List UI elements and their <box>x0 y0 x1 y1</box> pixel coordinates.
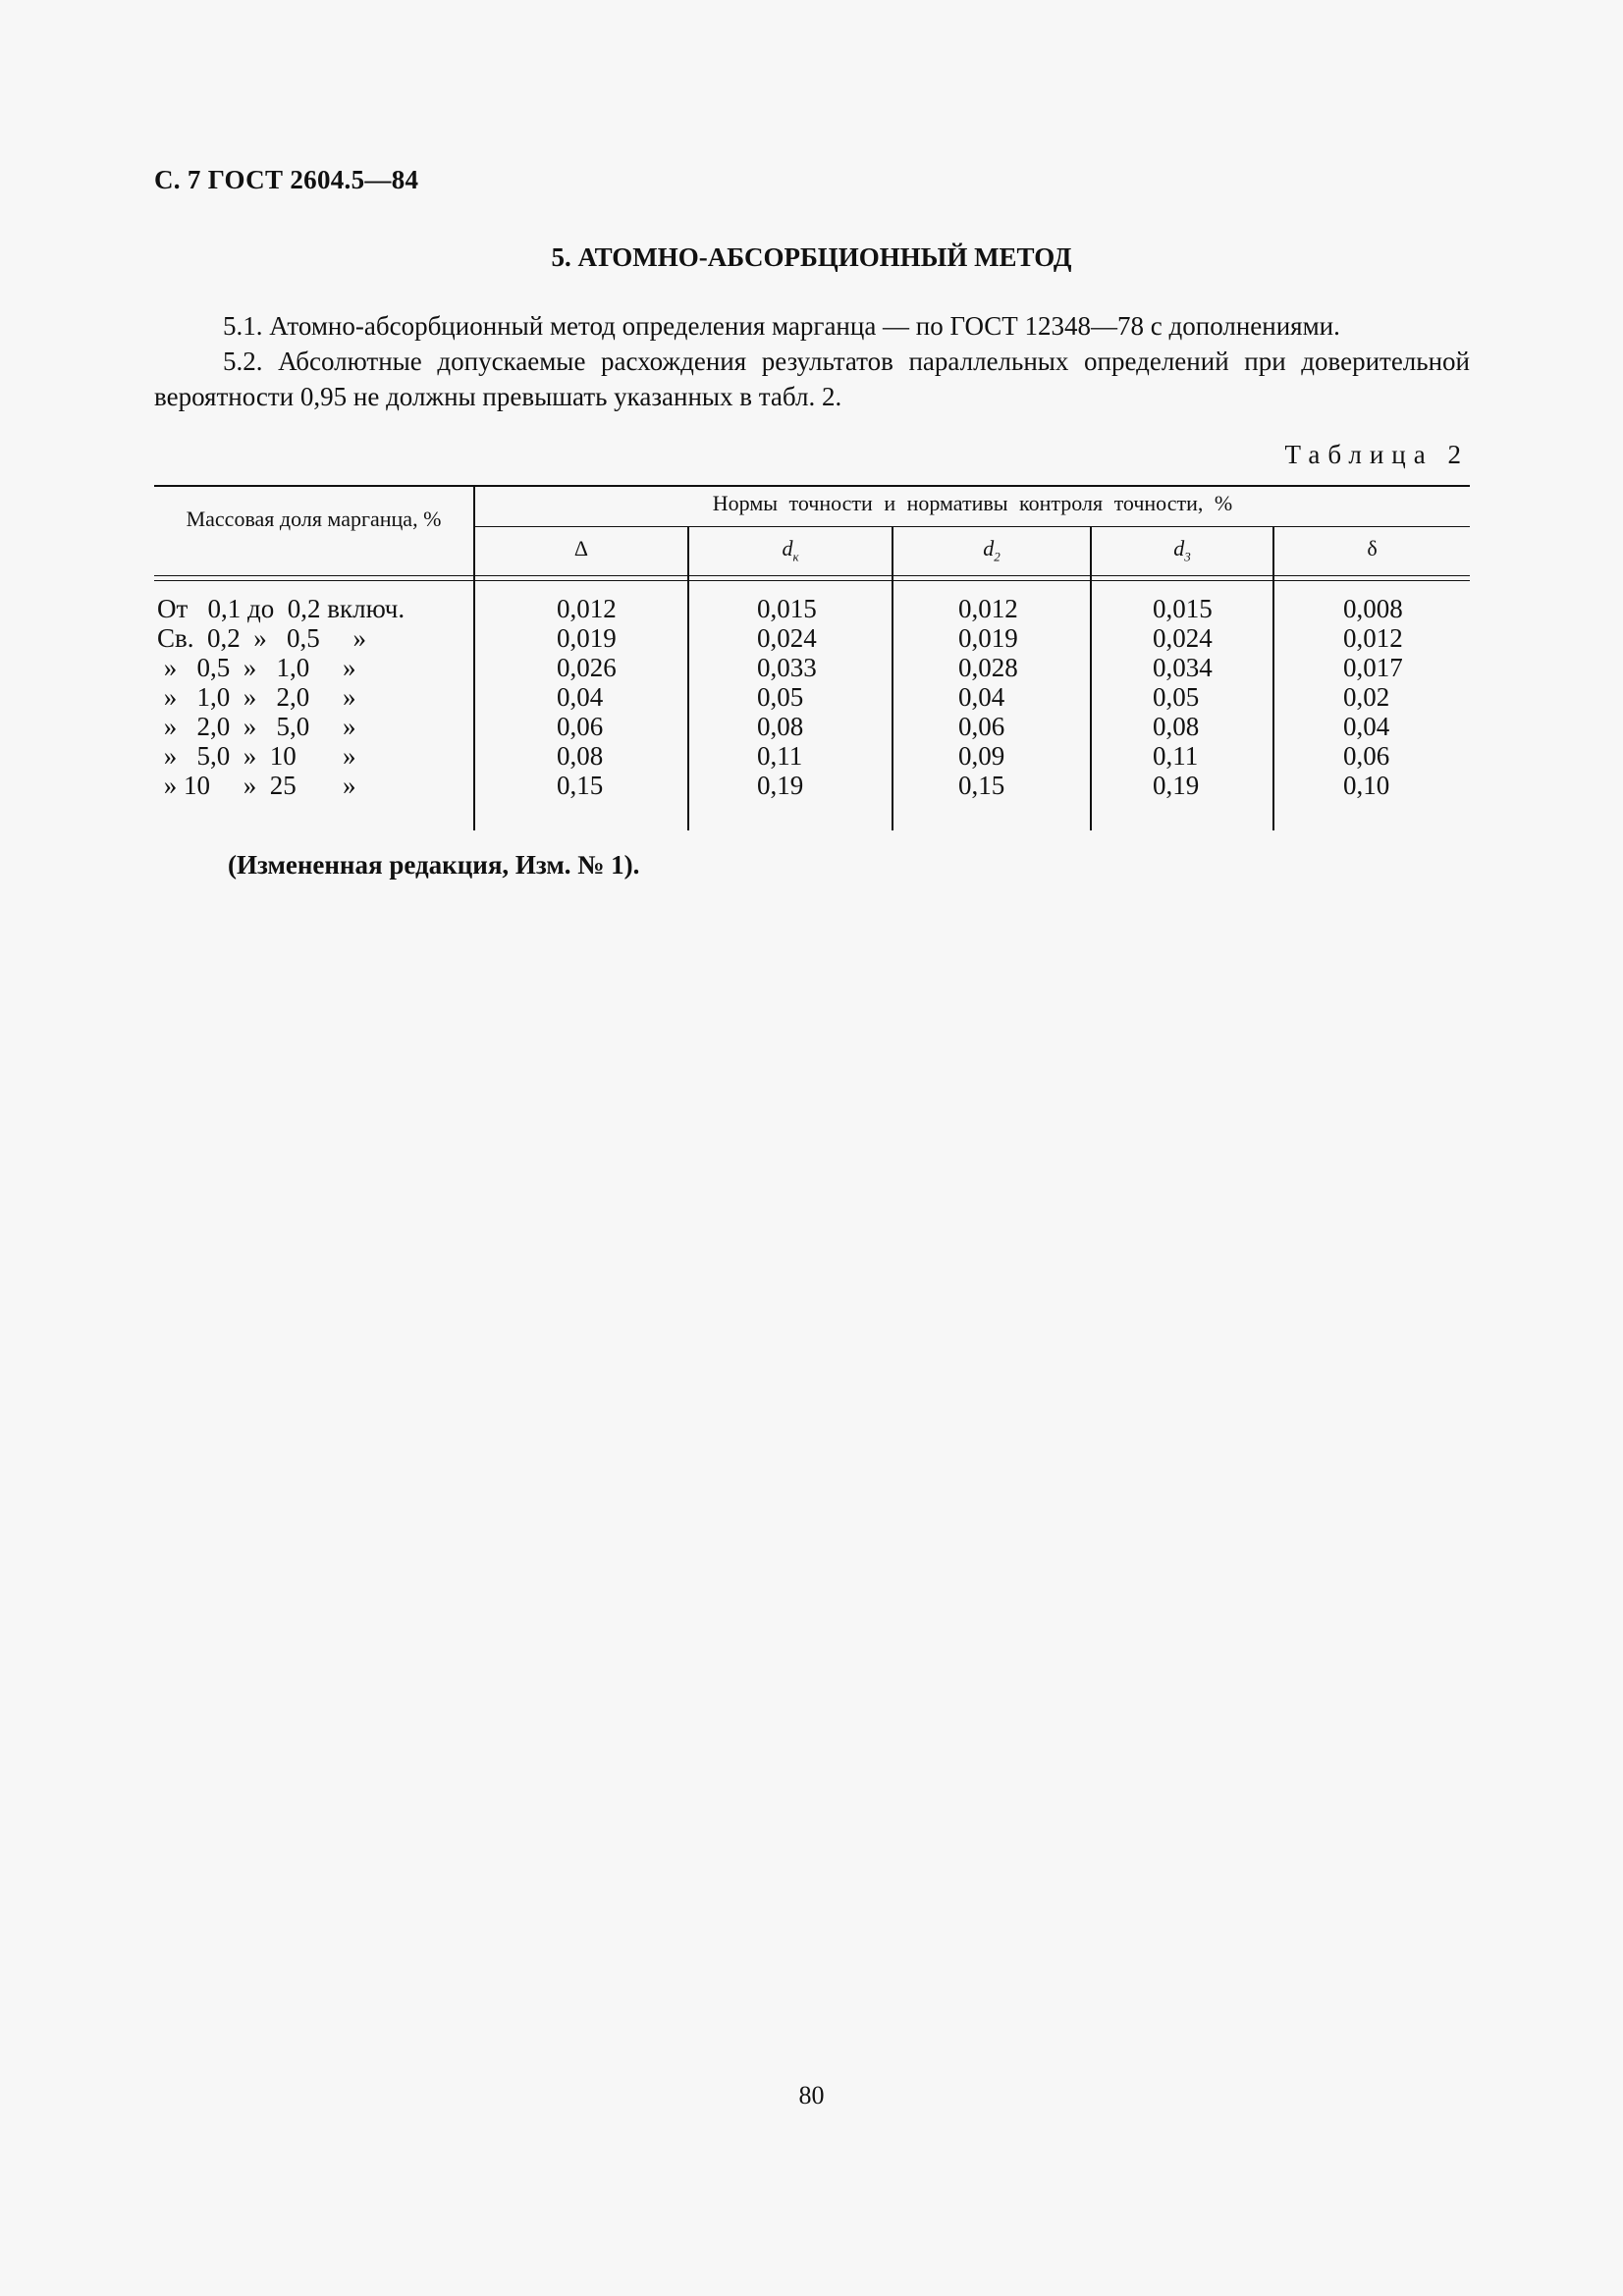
table-cell: 0,012 <box>557 594 617 623</box>
row-label: От 0,1 до 0,2 включ. <box>157 594 406 623</box>
section-title: 5. АТОМНО-АБСОРБЦИОННЫЙ МЕТОД <box>551 242 1072 272</box>
table-cell: 0,05 <box>1153 682 1200 712</box>
table-cell: 0,034 <box>1153 653 1213 682</box>
revision-note: (Измененная редакция, Изм. № 1). <box>228 850 640 880</box>
table-cell: 0,019 <box>958 623 1018 653</box>
paragraph-5-2 <box>154 344 1470 414</box>
table-cell: 0,11 <box>757 741 803 771</box>
table-cell: 0,19 <box>757 771 804 800</box>
table-cell: 0,033 <box>757 653 817 682</box>
row-label: Св. 0,2 » 0,5 » <box>157 623 367 653</box>
row-label: » 5,0 » 10 » <box>157 741 356 771</box>
table-cell: 0,08 <box>757 712 804 741</box>
table-cell: 0,06 <box>557 712 604 741</box>
row-label: » 10 » 25 » <box>157 771 356 800</box>
col-divider-2 <box>687 526 689 830</box>
table-top-rule <box>154 485 1470 487</box>
table-cell: 0,015 <box>757 594 817 623</box>
table-cell: 0,08 <box>1153 712 1200 741</box>
table-cell: 0,09 <box>958 741 1005 771</box>
table-cell: 0,08 <box>557 741 604 771</box>
page-number: 80 <box>798 2081 825 2109</box>
table-cell: 0,10 <box>1343 771 1390 800</box>
table-cell: 0,15 <box>958 771 1005 800</box>
header-split-rule <box>475 526 1470 527</box>
col-divider-3 <box>892 526 893 830</box>
paragraph-5-1 <box>154 308 1470 344</box>
accuracy-table <box>154 485 1470 830</box>
table-cell: 0,02 <box>1343 682 1390 712</box>
table-cell: 0,008 <box>1343 594 1403 623</box>
table-cell: 0,15 <box>557 771 604 800</box>
table-cell: 0,026 <box>557 653 617 682</box>
row-label: » 1,0 » 2,0 » <box>157 682 356 712</box>
table-cell: 0,015 <box>1153 594 1213 623</box>
paragraph-5-1-text: 5.1. Атомно-абсорбционный метод определения марганца — по ГОСТ 12348—78 с дополнениями. <box>223 311 1340 341</box>
table-cell: 0,019 <box>557 623 617 653</box>
table-cell: 0,06 <box>1343 741 1390 771</box>
row-label: » 0,5 » 1,0 » <box>157 653 356 682</box>
col-divider-4 <box>1090 526 1092 830</box>
header-mass-fraction: Массовая доля марганца, % <box>186 507 442 531</box>
table-cell: 0,04 <box>557 682 604 712</box>
header-norms: Нормы точности и нормативы контроля точности, % <box>712 491 1233 515</box>
header-col-d2: $d_2$ <box>983 536 1001 564</box>
table-cell: 0,19 <box>1153 771 1200 800</box>
header-col-delta: Δ <box>573 536 589 561</box>
table-cell: 0,012 <box>958 594 1018 623</box>
table-cell: 0,012 <box>1343 623 1403 653</box>
table-caption: Таблица 2 <box>1284 440 1469 469</box>
table-cell: 0,028 <box>958 653 1018 682</box>
table-cell: 0,024 <box>757 623 817 653</box>
table-cell: 0,024 <box>1153 623 1213 653</box>
header-col-small-delta: δ <box>1367 536 1378 561</box>
table-cell: 0,05 <box>757 682 804 712</box>
table-cell: 0,11 <box>1153 741 1199 771</box>
header-col-d3: $d_3$ <box>1173 536 1191 564</box>
table-cell: 0,017 <box>1343 653 1403 682</box>
table-cell: 0,04 <box>1343 712 1390 741</box>
col-divider-5 <box>1272 526 1274 830</box>
row-label: » 2,0 » 5,0 » <box>157 712 356 741</box>
table-cell: 0,06 <box>958 712 1005 741</box>
header-col-dk: $d_к$ <box>782 536 799 564</box>
page-header: С. 7 ГОСТ 2604.5—84 <box>154 165 419 194</box>
table-cell: 0,04 <box>958 682 1005 712</box>
paragraph-5-2-text: 5.2. Абсолютные допускаемые расхождения результатов параллельных определений при доверительной вероятности 0,95 не должны превышать указанных в табл. 2. <box>154 347 1470 411</box>
